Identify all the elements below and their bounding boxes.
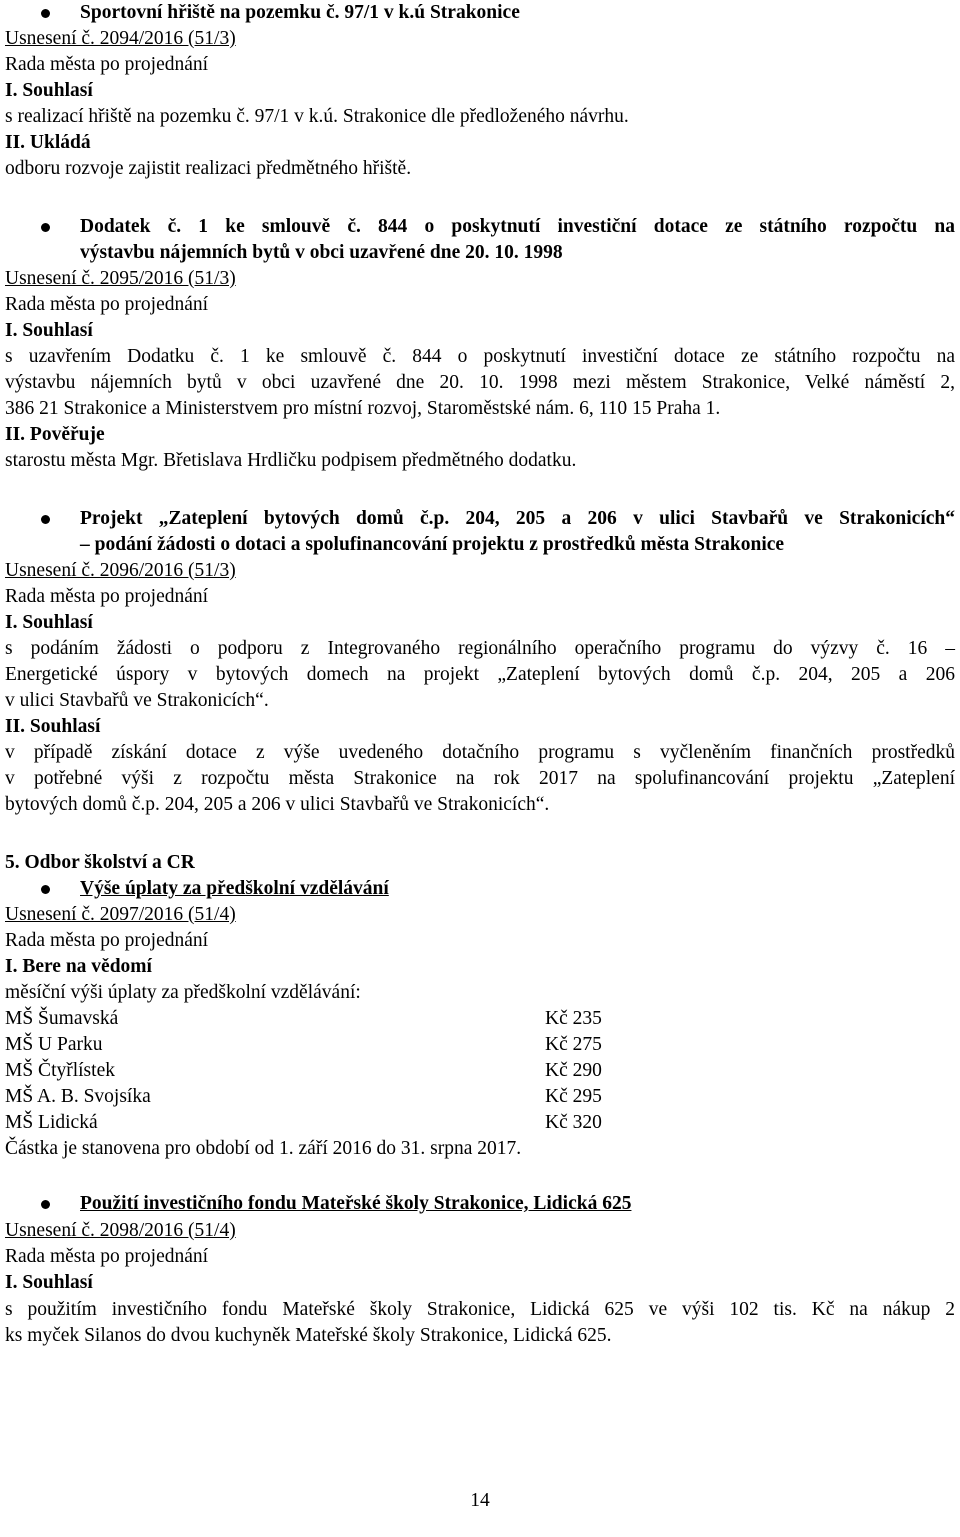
resolution-number: Usnesení č. 2097/2016 (51/4) xyxy=(5,904,236,925)
point-text: výstavbu nájemních bytů v obci uzavřené dne 20. 10. 1998 mezi městem Strakonice, Velké náměstí 2, xyxy=(5,372,955,393)
fee-amount: Kč 290 xyxy=(545,1060,602,1081)
point-heading: II. Souhlasí xyxy=(5,716,101,737)
board-statement: Rada města po projednání xyxy=(5,1246,209,1267)
board-statement: Rada města po projednání xyxy=(5,586,209,607)
point-text: s realizací hřiště na pozemku č. 97/1 v k.ú. Strakonice dle předloženého návrhu. xyxy=(5,106,629,127)
bullet-icon xyxy=(41,515,50,524)
school-name: MŠ Čtyřlístek xyxy=(5,1060,115,1081)
bullet-icon xyxy=(41,885,50,894)
item-title: – podání žádosti o dotaci a spolufinancování projektu z prostředků města Strakonice xyxy=(80,534,785,555)
fee-row xyxy=(5,1032,955,1058)
item-title: Výše úplaty za předškolní vzdělávání xyxy=(80,878,389,899)
point-text: Částka je stanovena pro období od 1. září 2016 do 31. srpna 2017. xyxy=(5,1138,522,1159)
bullet-icon xyxy=(41,1200,50,1209)
resolution-number: Usnesení č. 2094/2016 (51/3) xyxy=(5,28,236,49)
fee-row xyxy=(5,1006,955,1032)
point-text: měsíční výši úplaty za předškolní vzdělávání: xyxy=(5,982,361,1003)
point-text: ks myček Silanos do dvou kuchyněk Mateřské školy Strakonice, Lidická 625. xyxy=(5,1325,612,1346)
point-text: s uzavřením Dodatku č. 1 ke smlouvě č. 844 o poskytnutí investiční dotace ze státního rozpočtu na xyxy=(5,346,955,367)
point-text: v ulici Stavbařů ve Strakonicích“. xyxy=(5,690,269,711)
fee-amount: Kč 295 xyxy=(545,1086,602,1107)
board-statement: Rada města po projednání xyxy=(5,294,209,315)
school-name: MŠ Šumavská xyxy=(5,1008,119,1029)
school-name: MŠ Lidická xyxy=(5,1112,98,1133)
fee-row xyxy=(5,1084,955,1110)
point-text: s podáním žádosti o podporu z Integrovaného regionálního operačního programu do výzvy č. 16 – xyxy=(5,638,955,659)
point-text: starostu města Mgr. Břetislava Hrdličku podpisem předmětného dodatku. xyxy=(5,450,577,471)
board-statement: Rada města po projednání xyxy=(5,930,209,951)
point-heading: I. Souhlasí xyxy=(5,612,93,633)
bullet-icon xyxy=(41,9,50,18)
school-name: MŠ A. B. Svojsíka xyxy=(5,1086,151,1107)
resolution-number: Usnesení č. 2098/2016 (51/4) xyxy=(5,1220,236,1241)
point-text: Energetické úspory v bytových domech na projekt „Zateplení bytových domů č.p. 204, 205 a 206 xyxy=(5,664,955,685)
point-heading: II. Pověřuje xyxy=(5,424,105,445)
page-number: 14 xyxy=(470,1490,490,1511)
fee-amount: Kč 275 xyxy=(545,1034,602,1055)
section-heading: 5. Odbor školství a CR xyxy=(5,852,195,873)
point-text: bytových domů č.p. 204, 205 a 206 v ulici Stavbařů ve Strakonicích“. xyxy=(5,794,550,815)
point-text: 386 21 Strakonice a Ministerstvem pro místní rozvoj, Staroměstské nám. 6, 110 15 Praha 1. xyxy=(5,398,721,419)
fee-amount: Kč 235 xyxy=(545,1008,602,1029)
point-heading: I. Souhlasí xyxy=(5,1272,93,1293)
point-text: v případě získání dotace z výše uvedeného dotačního programu s vyčleněním finančních prostředků xyxy=(5,742,955,763)
point-heading: I. Souhlasí xyxy=(5,80,93,101)
point-text: s použitím investičního fondu Mateřské školy Strakonice, Lidická 625 ve výši 102 tis. Kč na nákup 2 xyxy=(5,1299,955,1320)
point-text: odboru rozvoje zajistit realizaci předmětného hřiště. xyxy=(5,158,412,179)
item-title: Použití investičního fondu Mateřské školy Strakonice, Lidická 625 xyxy=(80,1193,632,1214)
item-title: Sportovní hřiště na pozemku č. 97/1 v k.ú Strakonice xyxy=(80,2,520,23)
fee-row xyxy=(5,1110,955,1136)
fee-row xyxy=(5,1058,955,1084)
resolution-number: Usnesení č. 2095/2016 (51/3) xyxy=(5,268,236,289)
board-statement: Rada města po projednání xyxy=(5,54,209,75)
resolution-number: Usnesení č. 2096/2016 (51/3) xyxy=(5,560,236,581)
fee-amount: Kč 320 xyxy=(545,1112,602,1133)
item-title: výstavbu nájemních bytů v obci uzavřené dne 20. 10. 1998 xyxy=(80,242,563,263)
point-heading: II. Ukládá xyxy=(5,132,91,153)
point-heading: I. Souhlasí xyxy=(5,320,93,341)
item-title: Dodatek č. 1 ke smlouvě č. 844 o poskytnutí investiční dotace ze státního rozpočtu na xyxy=(80,216,955,237)
point-text: v potřebné výši z rozpočtu města Strakonice na rok 2017 na spolufinancování projektu „Zateplení xyxy=(5,768,955,789)
bullet-icon xyxy=(41,223,50,232)
item-title: Projekt „Zateplení bytových domů č.p. 204, 205 a 206 v ulici Stavbařů ve Strakonicích“ xyxy=(80,508,955,529)
school-name: MŠ U Parku xyxy=(5,1034,103,1055)
point-heading: I. Bere na vědomí xyxy=(5,956,152,977)
